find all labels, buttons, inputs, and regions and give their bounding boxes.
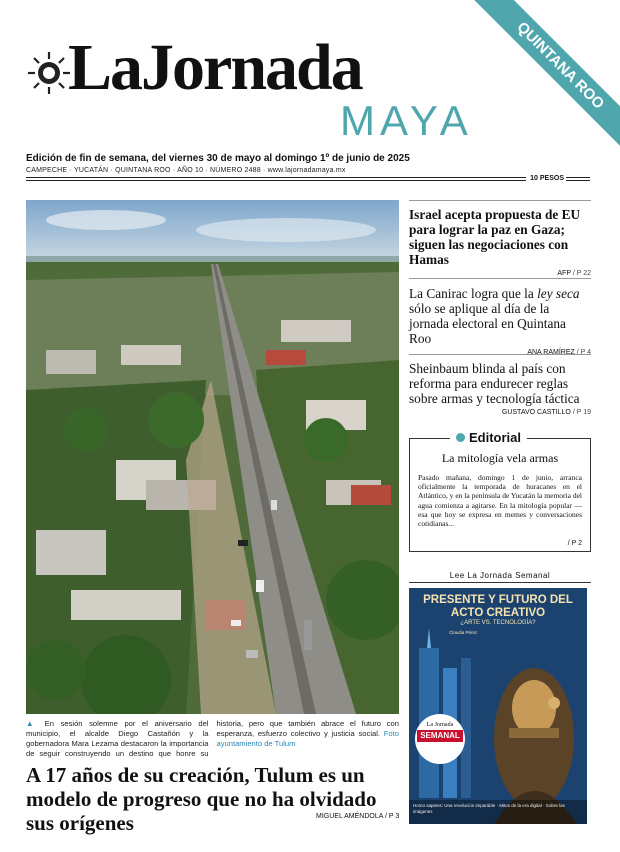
semanal-cover[interactable] xyxy=(409,588,587,824)
headline-part: La Canirac logra que la xyxy=(409,286,538,301)
divider xyxy=(26,177,526,181)
price-rule xyxy=(26,173,590,185)
photo-credit: Foto ayuntamiento de Tulum xyxy=(216,729,399,748)
cover-author: Claudia Pérez xyxy=(449,630,478,635)
byline-author: ANA RAMÍREZ xyxy=(527,349,575,356)
headline-italic: ley seca xyxy=(537,286,580,301)
editorial-subtitle[interactable]: La mitología vela armas xyxy=(441,451,559,465)
main-headline[interactable]: A 17 años de su creación, Tulum es un modelo de progreso que no ha olvidado sus orígenes xyxy=(26,763,377,835)
badge-top: La Jornada xyxy=(426,722,454,728)
editorial-body: Pasado mañana, domingo 1 de junio, arranca oficialmente la temporada de huracanes en el Atlántico, y en la península de Yucatán la memoria del agua comienza a agitarse. En la mitología popular —esa que hoy se expresa en memes y conversaciones cotidianas... xyxy=(418,473,582,529)
editorial-page: / P 2 xyxy=(567,540,582,547)
story-headline[interactable] xyxy=(409,286,591,346)
logo-subtitle: MAYA xyxy=(340,97,473,144)
story-headline[interactable]: Israel acepta propuesta de EU para lograr la paz en Gaza; siguen las negociaciones con Hamas xyxy=(409,207,581,267)
aerial-photo-illustration xyxy=(26,200,399,714)
region-ribbon: QUINTANA ROO xyxy=(465,0,620,161)
main-photo[interactable] xyxy=(26,200,399,714)
divider xyxy=(409,278,591,279)
caption-text: En sesión solemne por el aniversario del municipio, el alcalde Diego Castañón y la gobernadora Mara Lezama destacaron la importancia de seguir construyendo un destino que honre su historia, pero que también abrace el futuro con esperanza, esfuerzo colectivo y justicia social. xyxy=(26,719,399,758)
headline-part: sólo se aplique al día de la jornada electoral en Quintana Roo xyxy=(409,301,566,346)
story-canirac[interactable] xyxy=(409,286,591,356)
story-headline[interactable]: Sheinbaum blinda al país con reforma para endurecer reglas sobre armas y tecnología táctica xyxy=(409,361,580,406)
semanal-badge xyxy=(415,714,465,764)
story-sheinbaum[interactable] xyxy=(409,361,591,416)
cover-footer: Homo sapiens: Una revolución imparable · Mitos de la era digital · Sobre las imágenes xyxy=(409,800,587,824)
edition-meta: CAMPECHE · YUCATÁN · QUINTANA ROO · AÑO 10 · NÚMERO 2488 · www.lajornadamaya.mx xyxy=(26,167,346,174)
divider xyxy=(566,177,590,181)
divider xyxy=(409,200,591,201)
byline-page: / P 19 xyxy=(572,409,591,416)
badge-main: SEMANAL xyxy=(417,730,463,742)
byline-page: / P 4 xyxy=(576,349,591,356)
logo-wordmark[interactable]: LaJornada xyxy=(68,31,362,104)
byline-author: MIGUEL AMÉNDOLA xyxy=(316,813,384,820)
editorial-title-text: Editorial xyxy=(469,430,522,445)
cover-title: PRESENTE Y FUTURO DEL ACTO CREATIVO xyxy=(423,594,573,619)
price-label: 10 PESOS xyxy=(530,175,564,182)
editorial-title xyxy=(450,430,527,446)
cover-question: ¿ARTE VS. TECNOLOGÍA? xyxy=(460,620,536,626)
main-byline xyxy=(316,813,399,820)
byline-page: / P 3 xyxy=(385,813,400,820)
masthead xyxy=(26,22,586,150)
story-byline xyxy=(409,409,591,416)
edition-dates: Edición de fin de semana, del viernes 30 de mayo al domingo 1º de junio de 2025 xyxy=(26,153,410,164)
sun-logo-icon xyxy=(26,50,72,96)
divider xyxy=(409,354,591,355)
semanal-label: Lee La Jornada Semanal xyxy=(449,571,551,580)
byline-page: / P 22 xyxy=(572,270,591,277)
divider xyxy=(409,582,591,583)
editorial-sun-icon xyxy=(456,433,465,442)
byline-author: AFP xyxy=(557,270,571,277)
editorial-box[interactable] xyxy=(409,430,591,552)
story-israel[interactable] xyxy=(409,207,591,277)
caption-triangle-icon: ▲ xyxy=(26,719,39,728)
photo-caption xyxy=(26,719,399,759)
story-byline xyxy=(409,270,591,277)
byline-author: GUSTAVO CASTILLO xyxy=(501,409,571,416)
